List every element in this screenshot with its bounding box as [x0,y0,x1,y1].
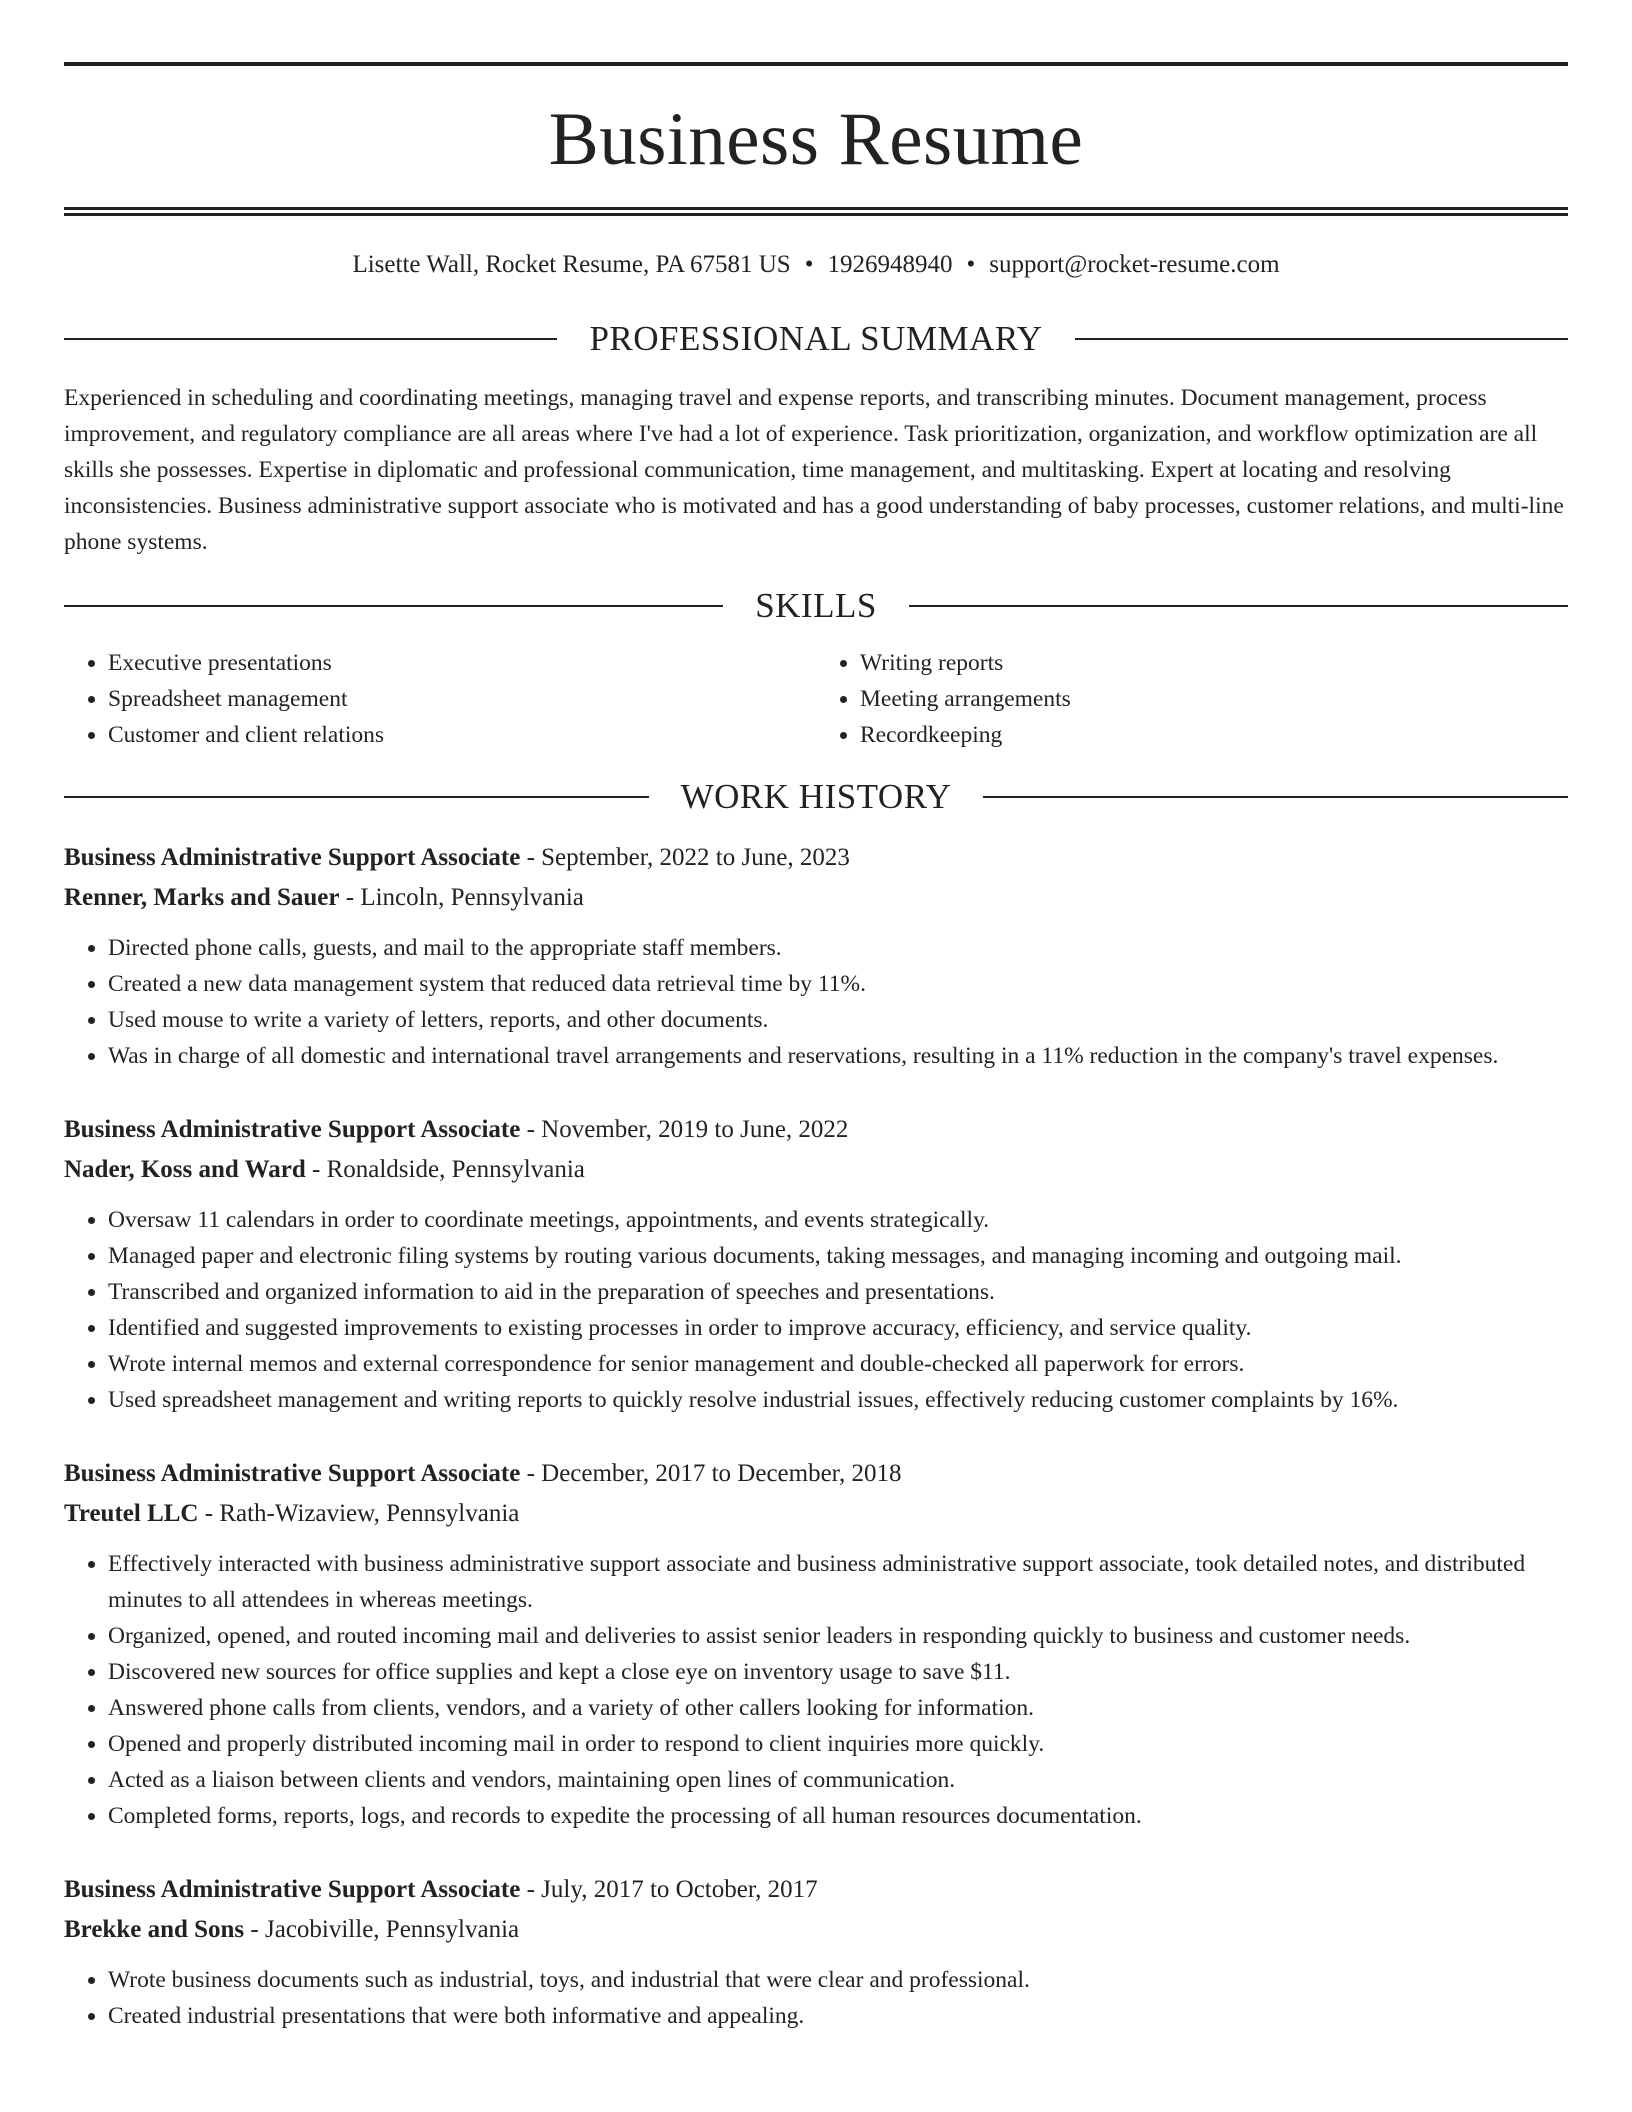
skills-list [64,645,1568,753]
job-bullet: • Acted as a liaison between clients and vendors, maintaining open lines of communication. [108,1762,1568,1798]
contact-address: Lisette Wall, Rocket Resume, PA 67581 US [352,251,791,278]
job-bullets [64,1546,1568,1834]
job-bullet: • Organized, opened, and routed incoming mail and deliveries to assist senior leaders in responding quickly to business and customer needs. [108,1618,1568,1654]
job-bullet: • Created a new data management system that reduced data retrieval time by 11%. [108,966,1568,1002]
job-dates: - July, 2017 to October, 2017 [526,1876,818,1903]
job-title-line [64,1110,1568,1150]
skill-item: • Recordkeeping [860,717,1568,753]
job-title: Business Administrative Support Associate [64,1460,521,1487]
job-entry [64,1454,1568,1834]
skill-item: • Executive presentations [108,645,816,681]
job-title: Business Administrative Support Associate [64,1116,521,1143]
job-dates: - November, 2019 to June, 2022 [526,1116,849,1143]
job-bullet: • Used mouse to write a variety of letters, reports, and other documents. [108,1002,1568,1038]
job-entry [64,1870,1568,2034]
contact-separator: • [966,251,976,278]
job-title-line [64,1454,1568,1494]
job-bullets [64,1202,1568,1418]
heading-rule-left [64,605,723,607]
skill-item: • Writing reports [860,645,1568,681]
skills-column-right [816,645,1568,753]
job-title-line [64,838,1568,878]
job-bullet: • Transcribed and organized information to aid in the preparation of speeches and presentations. [108,1274,1568,1310]
job-bullet: • Discovered new sources for office supplies and kept a close eye on inventory usage to save $11. [108,1654,1568,1690]
job-bullet: • Completed forms, reports, logs, and records to expedite the processing of all human resources documentation. [108,1798,1568,1834]
heading-rule-left [64,796,649,798]
work-section-heading [64,779,1568,814]
job-location: - Lincoln, Pennsylvania [345,884,584,911]
contact-separator: • [804,251,814,278]
job-bullet: • Managed paper and electronic filing systems by routing various documents, taking messages, and managing incoming and outgoing mail. [108,1238,1568,1274]
job-bullet: • Answered phone calls from clients, vendors, and a variety of other callers looking for information. [108,1690,1568,1726]
job-company-line [64,1494,1568,1534]
job-bullet: • Identified and suggested improvements to existing processes in order to improve accuracy, efficiency, and service quality. [108,1310,1568,1346]
job-company-line [64,1910,1568,1950]
job-bullets [64,1962,1568,2034]
top-rule [64,62,1568,66]
job-company: Renner, Marks and Sauer [64,884,340,911]
job-bullet: • Was in charge of all domestic and international travel arrangements and reservations, resulting in a 11% reduction in the company's travel expenses. [108,1038,1568,1074]
job-dates: - September, 2022 to June, 2023 [526,844,850,871]
skills-section-heading [64,588,1568,623]
summary-section-heading [64,321,1568,356]
page-title: Business Resume [548,98,1084,181]
job-bullet: • Created industrial presentations that were both informative and appealing. [108,1998,1568,2034]
job-bullet: • Effectively interacted with business administrative support associate and business administrative support associate, took detailed notes, and distributed minutes to all attendees in whereas meetings. [108,1546,1568,1618]
skill-item: • Meeting arrangements [860,681,1568,717]
job-bullet: • Directed phone calls, guests, and mail to the appropriate staff members. [108,930,1568,966]
contact-line [64,252,1568,277]
job-title: Business Administrative Support Associate [64,844,521,871]
job-entry [64,1110,1568,1418]
job-bullet: • Oversaw 11 calendars in order to coordinate meetings, appointments, and events strategically. [108,1202,1568,1238]
job-company-line [64,878,1568,918]
job-dates: - December, 2017 to December, 2018 [526,1460,902,1487]
job-bullets [64,930,1568,1074]
job-company-line [64,1150,1568,1190]
heading-rule-right [909,605,1568,607]
job-company: Nader, Koss and Ward [64,1156,306,1183]
title-double-rule [64,207,1568,216]
contact-phone: 1926948940 [827,251,953,278]
job-bullet: • Wrote internal memos and external correspondence for senior management and double-checked all paperwork for errors. [108,1346,1568,1382]
job-company: Treutel LLC [64,1500,199,1527]
skill-item: • Spreadsheet management [108,681,816,717]
contact-email: support@rocket-resume.com [989,251,1280,278]
job-title-line [64,1870,1568,1910]
heading-rule-left [64,338,557,340]
job-bullet: • Opened and properly distributed incoming mail in order to respond to client inquiries more quickly. [108,1726,1568,1762]
job-location: - Ronaldside, Pennsylvania [312,1156,585,1183]
job-entry [64,838,1568,1074]
heading-rule-right [1075,338,1568,340]
job-company: Brekke and Sons [64,1916,245,1943]
skills-column-left [64,645,816,753]
skill-item: • Customer and client relations [108,717,816,753]
summary-heading: PROFESSIONAL SUMMARY [589,319,1043,358]
job-location: - Jacobiville, Pennsylvania [250,1916,520,1943]
skills-heading: SKILLS [755,586,877,625]
job-bullet: • Used spreadsheet management and writing reports to quickly resolve industrial issues, effectively reducing customer complaints by 16%. [108,1382,1568,1418]
job-title: Business Administrative Support Associate [64,1876,521,1903]
heading-rule-right [983,796,1568,798]
work-heading: WORK HISTORY [680,777,952,816]
summary-text: Experienced in scheduling and coordinating meetings, managing travel and expense reports, and transcribing minutes. Document management, process improvement, and regulatory compliance are all areas where I've had a lot of experience. Task prioritization, organization, and workflow optimization are all skills she possesses. Expertise in diplomatic and professional communication, time management, and multitasking. Expert at locating and resolving inconsistencies. Business administrative support associate who is motivated and has a good understanding of baby processes, customer relations, and multi-line phone systems. [64,385,1564,555]
job-bullet: • Wrote business documents such as industrial, toys, and industrial that were clear and professional. [108,1962,1568,1998]
job-location: - Rath-Wizaview, Pennsylvania [204,1500,520,1527]
